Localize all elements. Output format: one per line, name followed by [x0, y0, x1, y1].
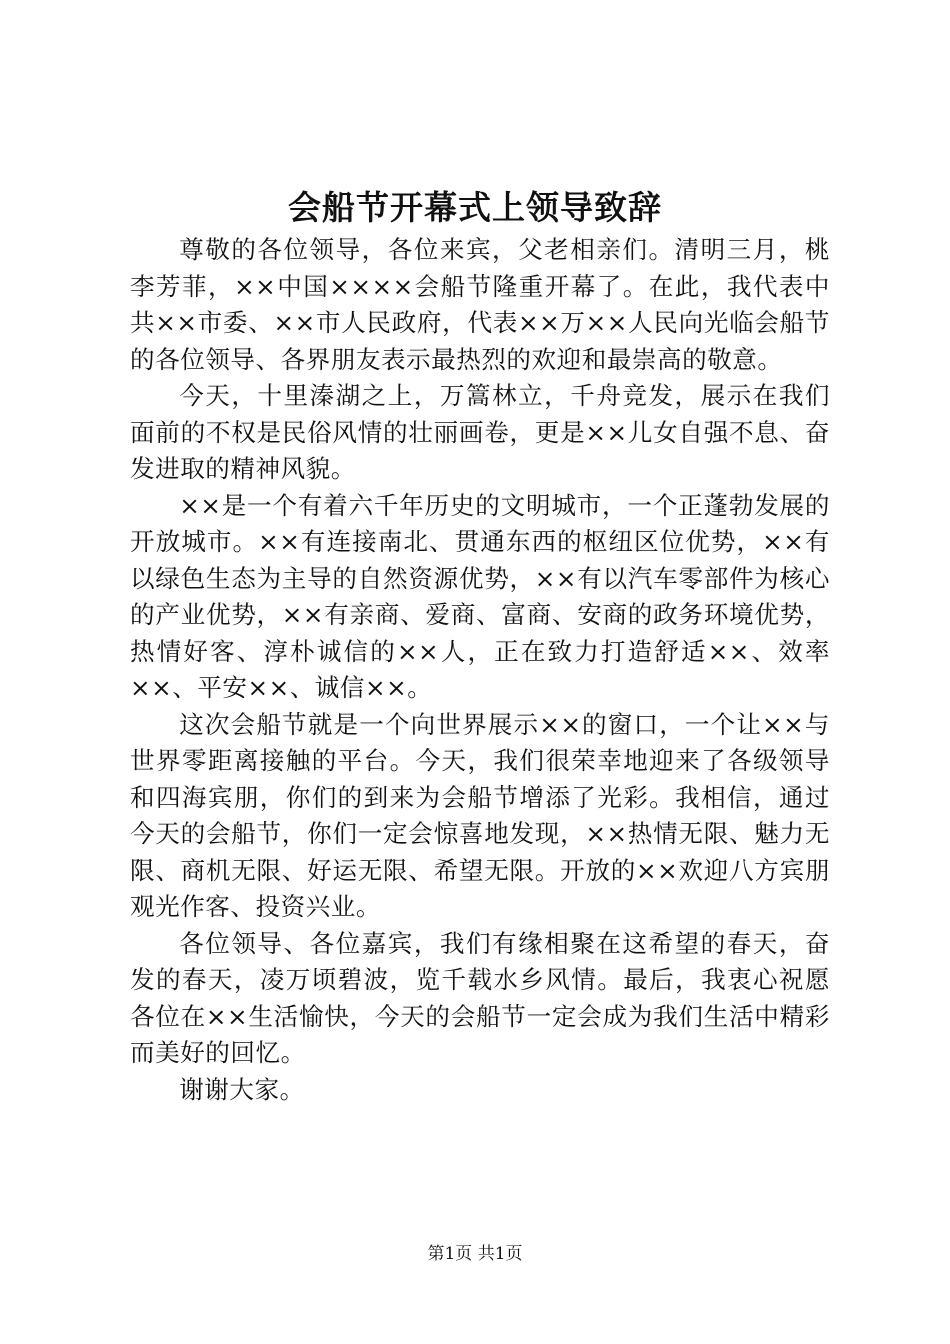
page-footer: 第1页 共1页 [427, 1244, 523, 1264]
paragraph-scene: 今天，十里溱湖之上，万篙林立，千舟竞发，展示在我们面前的不权是民俗风情的壮丽画卷，更是××儿女自强不息、奋发进取的精神风貌。 [130, 381, 830, 483]
paragraph-thanks: 谢谢大家。 [179, 1074, 305, 1104]
paragraph-festival-window: 这次会船节就是一个向世界展示××的窗口，一个让××与世界零距离接触的平台。今天，我们很荣幸地迎来了各级领导和四海宾朋，你们的到来为会船节增添了光彩。我相信，通过今天的会船节，你们一定会惊喜地发现，××热情无限、魅力无限、商机无限、好运无限、希望无限。开放的××欢迎八方宾朋观光作客、投资兴业。 [130, 709, 830, 921]
paragraph-greeting: 尊敬的各位领导，各位来宾，父老相亲们。清明三月，桃李芳菲，××中国××××会船节隆重开幕了。在此，我代表中共××市委、××市人民政府，代表××万××人民向光临会船节的各位领导、各界朋友表示最热烈的欢迎和最崇高的敬意。 [130, 235, 830, 374]
paragraph-city-advantages: ××是一个有着六千年历史的文明城市，一个正蓬勃发展的开放城市。××有连接南北、贯通东西的枢纽区位优势，××有以绿色生态为主导的自然资源优势，××有以汽车零部件为核心的产业优势，××有亲商、爱商、富商、安商的政务环境优势，热情好客、淳朴诚信的××人，正在致力打造舒适××、效率××、平安××、诚信××。 [130, 490, 830, 702]
document-body [130, 232, 830, 1108]
document-title: 会船节开幕式上领导致辞 [288, 188, 662, 227]
paragraph-closing-wishes: 各位领导、各位嘉宾，我们有缘相聚在这希望的春天，奋发的春天，凌万顷碧波，览千载水乡风情。最后，我衷心祝愿各位在××生活愉快，今天的会船节一定会成为我们生活中精彩而美好的回忆。 [130, 928, 830, 1067]
